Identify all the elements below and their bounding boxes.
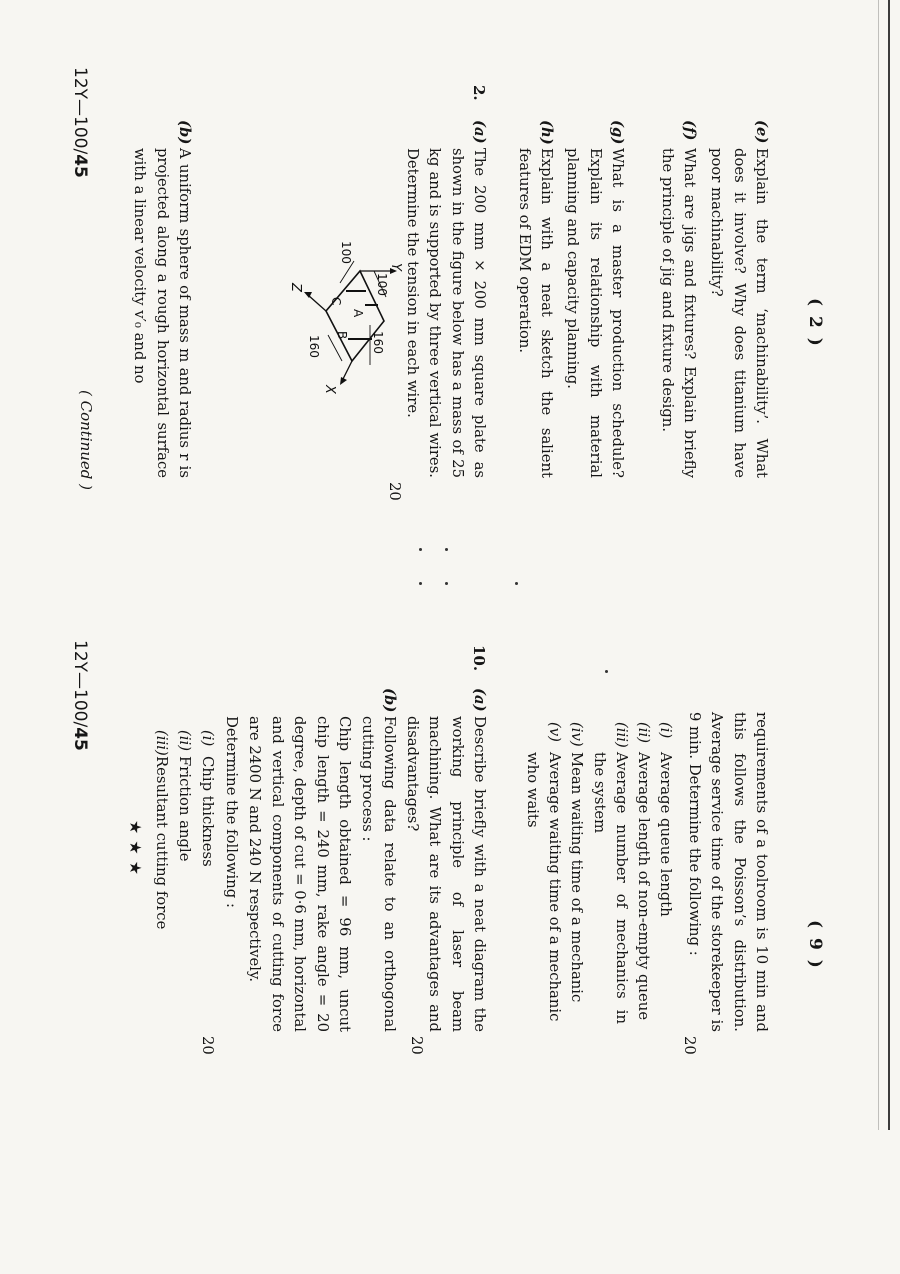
left-page-number: ( 2 ) (805, 298, 825, 348)
subitem-text: Average number of mechanics in the system (590, 752, 630, 1024)
speck (419, 548, 422, 551)
subitem-label: (iii) (613, 722, 630, 748)
label-a: A (351, 309, 365, 318)
subitem-text: Resultant cutting force (153, 756, 170, 930)
item-label: (h) (538, 120, 555, 145)
item-text: What are jigs and fixtures? Explain briefly the principle of jig and fixture design. (658, 148, 698, 478)
label-z: Z (288, 283, 303, 292)
left-footer-code (70, 67, 90, 178)
question-2a-marks: 20 (386, 482, 403, 501)
subitem-label: (v) (546, 722, 563, 742)
subitem-text: Friction angle (176, 756, 193, 862)
label-dim-160-left: 160 (371, 331, 385, 354)
queue-intro-text: requirements of a toolroom is 10 min and this follows the Poisson’s distribution. Average service time of the storekeeper is 9 min. Determine the following : (685, 712, 770, 1032)
footer-code-bold: 45 (70, 727, 90, 751)
x-axis (342, 361, 352, 381)
z-axis (308, 295, 326, 311)
item-label: (e) (753, 120, 770, 144)
right-footer-code (70, 640, 90, 751)
subitem-text: Chip thickness (199, 756, 216, 867)
item-label: (b) (381, 688, 398, 713)
label-c: C (329, 297, 343, 306)
subitem-label: (i) (199, 730, 216, 747)
speck (445, 548, 448, 551)
item-text: Explain with a neat sketch the salient features of EDM operation. (515, 148, 555, 478)
item-text: A uniform sphere of mass m and radius r is projected along a rough horizontal surface with a linear velocity v′₀ and no (131, 148, 193, 478)
footer-code-text: 12Y—100/ (70, 640, 90, 728)
item-label: (a) (471, 688, 488, 712)
queue-intro-marks: 20 (681, 1036, 698, 1055)
item-text: Following data relate to an orthogonal cutting process : (358, 716, 398, 1032)
footer-code-text: 12Y—100/ (70, 67, 90, 155)
speck (515, 582, 518, 585)
speck (445, 582, 448, 585)
subitem-text: Average queue length (657, 752, 674, 917)
item-text: Describe briefly with a neat diagram the working principle of laser beam machining. What are its advantages and disadvantages? (403, 716, 488, 1032)
subitem-label: (i) (657, 722, 674, 739)
subitem-label: (iii) (153, 730, 170, 756)
label-dim-160-right: 160 (307, 335, 321, 358)
item-text: The 200 mm × 200 mm square plate as shown in the figure below has a mass of 25 kg and is supported by three vertical wires. Determine the tension in each wire. (403, 148, 488, 478)
item-label: (a) (471, 120, 488, 144)
footer-code-bold: 45 (70, 154, 90, 178)
question-2-number: 2. (470, 85, 488, 101)
label-x: X (322, 385, 337, 394)
question-10b-marks: 20 (199, 1036, 216, 1055)
item-label: (g) (609, 120, 626, 145)
item-text: Explain the term ‘machinability’. What does it involve? Why does titanium have poor machinability? (708, 148, 770, 478)
label-dim-100-top: 100 (375, 273, 389, 296)
subitem-label: (ii) (176, 730, 193, 752)
continued-label: ( Continued ) (77, 390, 95, 491)
speck (419, 582, 422, 585)
subitem-text: Average waiting time of a mechanic who waits (523, 752, 563, 1022)
item-label: (f) (681, 120, 698, 141)
item-text: Determine the following : (223, 716, 240, 908)
right-page-number: ( 9 ) (805, 920, 825, 970)
speck (605, 670, 608, 673)
item-text: What is a master production schedule? Explain its relationship with material planning and capacity planning. (564, 148, 626, 478)
subitem-label: (ii) (635, 722, 652, 744)
item-label: (b) (176, 120, 193, 145)
plate-figure (250, 235, 403, 405)
item-text: Chip length obtained = 96 mm, uncut chip length = 240 mm, rake angle = 20 degree, depth of cut = 0·6 mm, horizontal and vertical components of cutting force are 2400 N and 240 N respectively. (246, 716, 353, 1032)
question-10-number: 10. (470, 645, 488, 672)
end-stars: ★★★ (126, 820, 145, 882)
subitem-text: Average length of non-empty queue (635, 752, 652, 1021)
subitem-text: Mean waiting time of a mechanic (568, 752, 585, 1003)
label-dim-100-left: 100 (339, 241, 353, 264)
subitem-label: (iv) (568, 722, 585, 747)
question-10a-marks: 20 (408, 1036, 425, 1055)
label-y: Y (388, 263, 403, 271)
label-b: B (335, 331, 349, 340)
